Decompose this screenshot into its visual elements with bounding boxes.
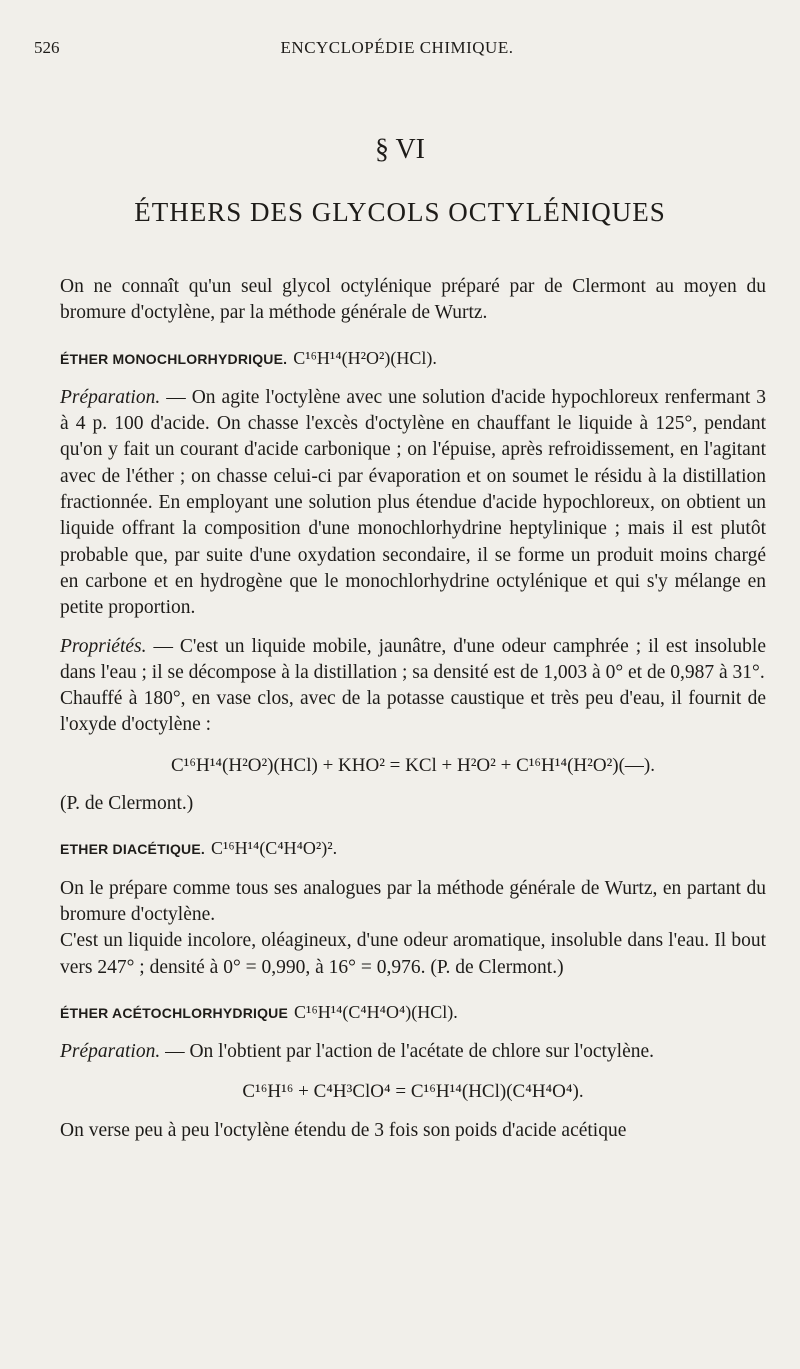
intro-paragraph: On ne connaît qu'un seul glycol octylénique préparé par de Clermont au moyen du bromure d'octylène, par la méthode générale de Wurtz.	[60, 276, 766, 324]
preparation-text: — On agite l'octylène avec une solution d'acide hypochloreux renfermant 3 à 4 p. 100 d'acide. On chasse l'excès d'octylène en chauffant le liquide à 125°, pendant qu'on y fait un courant d'acide carbonique ; on l'épuise, après refroidissement, en l'agitant avec de l'éther ; on chasse celui-ci par évaporation et on soumet le résidu à la distillation fractionnée. En employant une solution plus étendue d'acide hypochloreux, on obtient un liquide offrant la composition d'une monochlorhydrine heptylinique ; mais il est plutôt probable que, par suite d'une oxydation secondaire, il se forme un produit moins chargé en carbone et en hydrogène que le monochlorhydrine octylénique et qui s'y mélange en petite proportion.	[60, 386, 766, 619]
credit: (P. de Clermont.)	[60, 793, 194, 815]
properties-paragraph	[60, 634, 766, 687]
entry-heading-acetochlorhydrique	[60, 999, 766, 1026]
diacetique-paragraph-2: C'est un liquide incolore, oléagineux, d'une odeur aromatique, insoluble dans l'eau. Il bout vers 247° ; densité à 0° = 0,990, à 16° = 0,976. (P. de Clermont.)	[60, 930, 766, 978]
section-mark: § VI	[374, 134, 426, 165]
entry-formula: C¹⁶H¹⁴(C⁴H⁴O⁴)(HCl).	[294, 1001, 458, 1022]
diacetique-paragraph-1: On le prépare comme tous ses analogues par la méthode générale de Wurtz, en partant du bromure d'octylène.	[60, 877, 766, 925]
entry-label: ÉTHER ACÉTOCHLORHYDRIQUE	[60, 1004, 289, 1021]
preparation-paragraph	[60, 385, 766, 622]
heating-paragraph: Chauffé à 180°, en vase clos, avec de la potasse caustique et très peu d'eau, il fournit de l'oxyde d'octylène :	[60, 688, 766, 736]
entry-heading-monochlorhydrique	[60, 345, 766, 372]
acetochlorhydrique-preparation	[60, 1039, 766, 1065]
body-text	[60, 274, 766, 1144]
final-line: On verse peu à peu l'octylène étendu de 3 fois son poids d'acide acétique	[60, 1119, 627, 1141]
preparation-text: — On l'obtient par l'action de l'acétate de chlore sur l'octylène.	[160, 1041, 655, 1063]
entry-label: ÉTHER MONOCHLORHYDRIQUE.	[60, 350, 288, 367]
entry-label: ETHER DIACÉTIQUE.	[60, 841, 205, 858]
entry-formula: C¹⁶H¹⁴(H²O²)(HCl).	[293, 347, 437, 368]
equation-oxyde: C¹⁶H¹⁴(H²O²)(HCl) + KHO² = KCl + H²O² + C¹⁶H¹⁴(H²O²)(—).	[170, 754, 655, 776]
preparation-heading: Préparation.	[60, 386, 161, 408]
properties-text: — C'est un liquide mobile, jaunâtre, d'une odeur camphrée ; il est insoluble dans l'eau ; il se décompose à la distillation ; sa densité est de 1,003 à 0° et de 0,987 à 31°.	[60, 635, 766, 683]
entry-formula: C¹⁶H¹⁴(C⁴H⁴O²)².	[210, 838, 338, 859]
section-title: ÉTHERS DES GLYCOLS OCTYLÉNIQUES	[134, 197, 666, 227]
page-number: 526	[34, 38, 60, 57]
entry-heading-diacetique	[60, 835, 766, 862]
running-head: ENCYCLOPÉDIE CHIMIQUE.	[280, 38, 514, 57]
equation-acetochlorhydrique: C¹⁶H¹⁶ + C⁴H³ClO⁴ = C¹⁶H¹⁴(HCl)(C⁴H⁴O⁴).	[242, 1081, 584, 1103]
properties-heading: Propriétés.	[60, 635, 147, 657]
page-header	[34, 38, 760, 64]
preparation-heading: Préparation.	[60, 1041, 161, 1063]
